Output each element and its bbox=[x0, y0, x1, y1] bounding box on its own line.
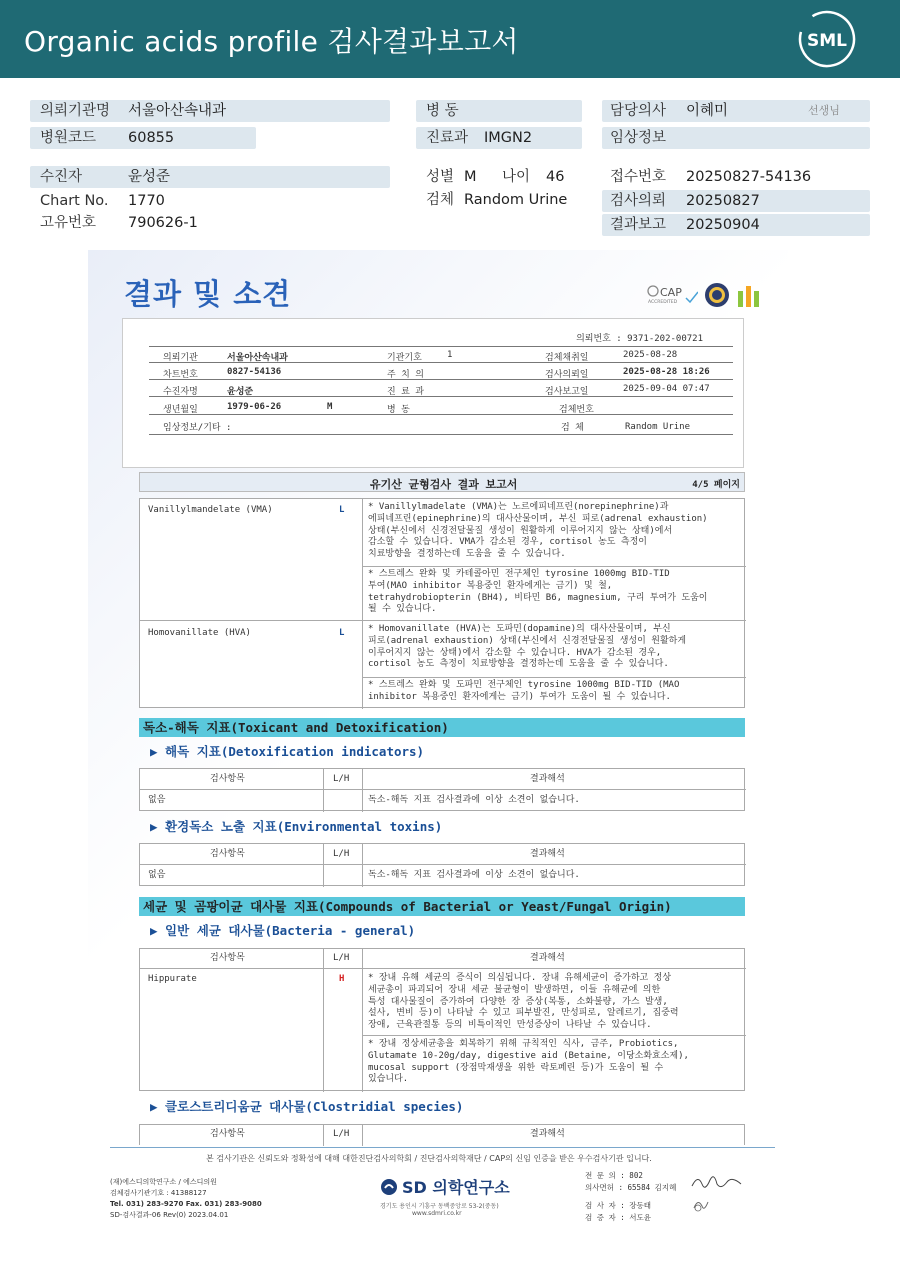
svg-text:CAP: CAP bbox=[660, 286, 682, 299]
specimen-value: Random Urine bbox=[464, 192, 568, 208]
meta-label: 병 동 bbox=[387, 405, 410, 415]
catecholamine-table bbox=[139, 498, 745, 708]
page-title: Organic acids profile 검사결과보고서 bbox=[24, 25, 519, 58]
requester-row bbox=[30, 100, 390, 122]
footer-divider bbox=[110, 1147, 775, 1148]
hospital-code-row bbox=[30, 127, 256, 149]
patient-value: 윤성준 bbox=[128, 169, 171, 185]
specimen-row bbox=[416, 189, 596, 211]
report-header bbox=[139, 472, 745, 492]
sd-mark-icon bbox=[380, 1178, 398, 1196]
ward-label: 병 동 bbox=[426, 103, 459, 119]
request-number: 의뢰번호 : 9371-202-00721 bbox=[576, 334, 703, 344]
lab-line: (재)에스디의학연구소 / 에스디의원 bbox=[110, 1178, 217, 1186]
svg-text:ACCREDITED: ACCREDITED bbox=[648, 300, 678, 305]
cap-logo-icon bbox=[646, 283, 698, 305]
interpretation-text: * Homovanillate (HVA)는 도파민(dopamine)의 대사산물이며, 부신 피로(adrenal exhaustion) 상태(부신에서 신경전달물질 생성이 원활하게 이루어지지 않는 상태)에서 감소할 수 있습니다. HVA가 감소된 경우, cortisol 농도 측정이 치료방향을 결정하는데 도움을 줄 수 있습니다. bbox=[368, 624, 687, 670]
hospital-code-value: 60855 bbox=[128, 130, 175, 146]
detox-subheader: ▶ 해독 지표(Detoxification indicators) bbox=[150, 744, 425, 759]
table-row: Vanillylmandelate (VMA) bbox=[148, 505, 273, 515]
column-header: 결과해석 bbox=[530, 1129, 565, 1139]
meta-value: 1979-06-26 bbox=[227, 402, 282, 412]
sign-line: 전 문 의 : 802 bbox=[585, 1171, 643, 1180]
ward-row bbox=[416, 100, 582, 122]
meta-value: 2025-09-04 07:47 bbox=[623, 384, 710, 394]
toxicant-section-header: 독소-해독 지표(Toxicant and Detoxification) bbox=[139, 718, 745, 737]
clinical-label: 임상정보 bbox=[610, 130, 667, 146]
meta-value: 0827-54136 bbox=[227, 367, 282, 377]
sex-value: M bbox=[464, 169, 477, 185]
meta-label: 수진자명 bbox=[163, 387, 198, 397]
column-header: 검사항목 bbox=[210, 953, 245, 963]
detox-table bbox=[139, 768, 745, 811]
meta-label: 검체채취일 bbox=[545, 353, 589, 363]
dept-row bbox=[416, 127, 582, 149]
age-value: 46 bbox=[546, 169, 565, 185]
doctor-row bbox=[602, 100, 870, 122]
meta-value: 서울아산속내과 bbox=[227, 353, 288, 363]
org-name: SD 의학연구소 bbox=[402, 1178, 510, 1197]
flag-low: L bbox=[339, 628, 345, 638]
interpretation-text: * Vanillylmadelate (VMA)는 노르에피네프린(norepinephrine)과 에피네프린(epinephrine)의 대사산물이며, 부신 피로(adrenal exhaustion) 상태(부신에서 신경전달물질 생성이 원활하게 이루어지지 않는 상태)에서 감소할 수 있습니다. VMA가 감소된 경우, cortisol 농도 측정이 치료방향을 결정하는데 도움을 줄 수 있습니다. bbox=[368, 502, 708, 560]
patient-label: 수진자 bbox=[40, 169, 83, 185]
accreditation-note: 본 검사기관은 신뢰도와 정확성에 대해 대한진단검사의학회 / 진단검사의학재단 / CAP의 신임 인증을 받은 우수검사기관 입니다. bbox=[206, 1154, 652, 1163]
interpretation-text: * 장내 유해 세균의 증식이 의심됩니다. 장내 유해세균이 증가하고 정상 세균총이 파괴되어 장내 세균 불균형이 발생하면, 이들 유해균에 의한 특성 대사물질이 증가하여 다양한 장 증상(복통, 소화불량, 가스 발생, 설사, 변비 등)이 나타날 수 있고 피부발진, 만성피로, 알레르기, 집중력 장애, 근육관절통 등의 비특이적인 만성증상이 나타날 수 있습니다. bbox=[368, 973, 679, 1031]
doctor-signature-icon bbox=[688, 1172, 744, 1194]
sd-logo bbox=[380, 1175, 510, 1217]
meta-label: 진 료 과 bbox=[387, 387, 424, 397]
meta-label: 기관기호 bbox=[387, 353, 422, 363]
requester-label: 의뢰기관명 bbox=[40, 103, 111, 119]
uid-label: 고유번호 bbox=[40, 215, 97, 231]
column-header: 검사항목 bbox=[210, 1129, 245, 1139]
table-cell: 없음 bbox=[148, 795, 166, 805]
column-header: 결과해석 bbox=[530, 774, 565, 784]
meta-label: 주 치 의 bbox=[387, 370, 424, 380]
table-row: Hippurate bbox=[148, 974, 197, 984]
clostridial-subheader: ▶ 클로스트리디움균 대사물(Clostridial species) bbox=[150, 1099, 464, 1114]
flag-high: H bbox=[339, 974, 345, 984]
header-bar bbox=[0, 0, 900, 78]
doctor-suffix: 선생님 bbox=[808, 104, 840, 117]
column-header: 결과해석 bbox=[530, 953, 565, 963]
req-date-label: 검사의뢰 bbox=[610, 193, 667, 209]
sign-line: 검 증 자 : 서도윤 bbox=[585, 1213, 652, 1222]
report-date-row bbox=[602, 214, 870, 236]
column-header: L/H bbox=[333, 774, 350, 784]
sex-label: 성별 bbox=[426, 169, 455, 185]
bacteria-section-header: 세균 및 곰팡이균 대사물 지표(Compounds of Bacterial or Yeast/Fungal Origin) bbox=[139, 897, 745, 916]
doctor-value: 이혜미 bbox=[686, 103, 729, 119]
chart-label: Chart No. bbox=[40, 193, 109, 209]
sex-age-row bbox=[416, 166, 596, 188]
column-header: L/H bbox=[333, 1129, 350, 1139]
lab-info bbox=[110, 1177, 262, 1221]
examiner-signature-icon bbox=[690, 1196, 710, 1214]
meta-value: 1 bbox=[447, 350, 453, 360]
sign-line: 의사면허 : 65584 김지혜 bbox=[585, 1183, 677, 1192]
specimen-label: 검체 bbox=[426, 192, 455, 208]
meta-label: 차트번호 bbox=[163, 370, 198, 380]
meta-sex: M bbox=[327, 402, 333, 412]
result-section-title: 결과 및 소견 bbox=[124, 277, 292, 311]
meta-label: 생년월일 bbox=[163, 405, 198, 415]
clinical-row bbox=[602, 127, 870, 149]
column-header: 검사항목 bbox=[210, 774, 245, 784]
table-row: Homovanillate (HVA) bbox=[148, 628, 251, 638]
sign-line: 검 사 자 : 장동태 bbox=[585, 1201, 652, 1210]
report-title: 유기산 균형검사 결과 보고서 bbox=[370, 478, 518, 491]
signatures bbox=[585, 1170, 676, 1224]
meta-specimen-label: 검 체 bbox=[561, 423, 584, 433]
sml-logo-icon bbox=[798, 10, 856, 68]
lab-line: 검체검사기관기호 : 41388127 bbox=[110, 1189, 207, 1197]
dept-label: 진료과 bbox=[426, 130, 469, 146]
env-table bbox=[139, 843, 745, 886]
org-address: 경기도 용인시 기흥구 동백중앙로 53-2(중동) bbox=[380, 1203, 499, 1210]
column-header: L/H bbox=[333, 953, 350, 963]
age-label: 나이 bbox=[502, 169, 531, 185]
meta-label: 검사의뢰일 bbox=[545, 370, 589, 380]
clostridial-table bbox=[139, 1124, 745, 1145]
report-date-label: 결과보고 bbox=[610, 217, 667, 233]
bacteria-table bbox=[139, 948, 745, 1091]
meta-value: 2025-08-28 bbox=[623, 350, 678, 360]
uid-value: 790626-1 bbox=[128, 215, 198, 231]
meta-value: 2025-08-28 18:26 bbox=[623, 367, 710, 377]
page-indicator: 4/5 페이지 bbox=[692, 480, 740, 490]
svg-text:SML: SML bbox=[807, 31, 847, 51]
hospital-code-label: 병원코드 bbox=[40, 130, 97, 146]
interpretation-text: * 스트레스 완화 및 도파민 전구체인 tyrosine 1000mg BID-TID (MAO inhibitor 복용중인 환자에게는 금기) 투여가 도움이 될 수 있습니다. bbox=[368, 680, 680, 702]
table-cell: 없음 bbox=[148, 870, 166, 880]
meta-label: 의뢰기관 bbox=[163, 353, 198, 363]
meta-label: 검사보고일 bbox=[545, 387, 589, 397]
dept-value: IMGN2 bbox=[484, 130, 533, 146]
uid-row bbox=[30, 212, 390, 234]
request-meta-box bbox=[122, 318, 744, 468]
org-website: www.sdmri.co.kr bbox=[412, 1210, 462, 1217]
lab-line: Tel. 031) 283-9270 Fax. 031) 283-9080 bbox=[110, 1200, 262, 1208]
table-cell: 독소-해독 지표 검사결과에 이상 소견이 없습니다. bbox=[368, 795, 580, 805]
column-header: L/H bbox=[333, 849, 350, 859]
table-cell: 독소-해독 지표 검사결과에 이상 소견이 없습니다. bbox=[368, 870, 580, 880]
column-header: 결과해석 bbox=[530, 849, 565, 859]
receipt-value: 20250827-54136 bbox=[686, 169, 812, 185]
requester-value: 서울아산속내과 bbox=[128, 103, 227, 119]
seal-icon bbox=[704, 282, 730, 308]
chart-row bbox=[30, 190, 390, 212]
cap-badge bbox=[646, 283, 698, 309]
meta-specimen-value: Random Urine bbox=[625, 422, 691, 432]
interpretation-text: * 스트레스 완화 및 카테콜아민 전구체인 tyrosine 1000mg BID-TID 투여(MAO inhibitor 복용중인 환자에게는 금기) 및 철, tetrahydrobiopterin (BH4), 비타민 B6, magnesium, 구리 투여가 도움이 될 수 있습니다. bbox=[368, 569, 708, 615]
receipt-label: 접수번호 bbox=[610, 169, 667, 185]
lab-line: SD-검사결과-06 Rev(0) 2023.04.01 bbox=[110, 1211, 229, 1219]
patient-row bbox=[30, 166, 390, 188]
req-date-row bbox=[602, 190, 870, 212]
doctor-label: 담당의사 bbox=[610, 103, 667, 119]
column-header: 검사항목 bbox=[210, 849, 245, 859]
chart-value: 1770 bbox=[128, 193, 165, 209]
env-subheader: ▶ 환경독소 노출 지표(Environmental toxins) bbox=[150, 819, 443, 834]
meta-clinical-label: 임상정보/기타 : bbox=[163, 423, 232, 433]
bacteria-subheader: ▶ 일반 세균 대사물(Bacteria - general) bbox=[150, 923, 416, 938]
interpretation-text: * 장내 정상세균총을 회복하기 위해 규칙적인 식사, 금주, Probiotics, Glutamate 10-20g/day, digestive aid (Betaine, 이당소화효소제), mucosal support (장점막재생을 위한 락토페린 등)가 도움이 될 수 있습니다. bbox=[368, 1039, 689, 1085]
meta-label: 검체번호 bbox=[559, 405, 594, 415]
report-date-value: 20250904 bbox=[686, 217, 760, 233]
lab-logo-icon bbox=[736, 283, 762, 309]
req-date-value: 20250827 bbox=[686, 193, 760, 209]
flag-low: L bbox=[339, 505, 345, 515]
meta-value: 윤성준 bbox=[227, 387, 254, 397]
receipt-row bbox=[602, 166, 870, 188]
